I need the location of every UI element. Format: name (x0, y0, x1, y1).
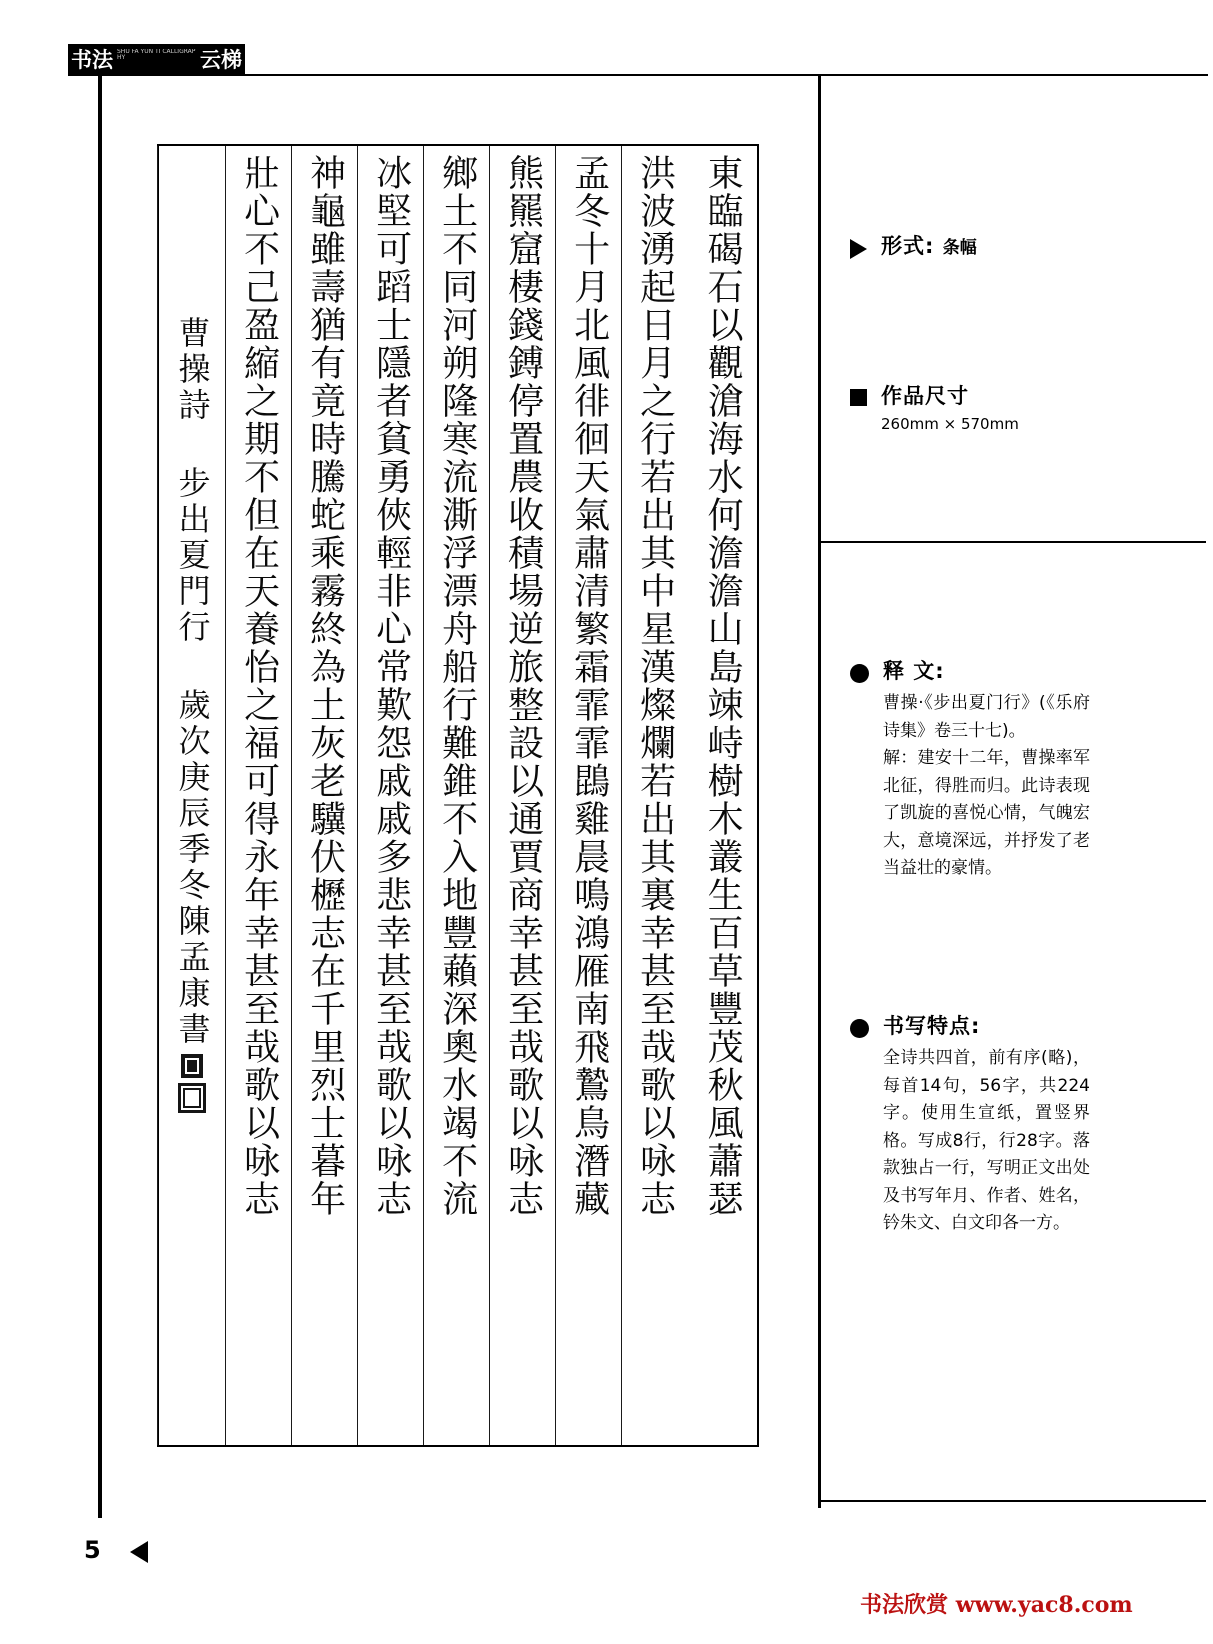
form-block (850, 234, 1180, 259)
form-label-text: 形式: (881, 234, 935, 258)
size-block (850, 384, 1180, 433)
features-heading (850, 1014, 1090, 1039)
artwork-column-text: 孟冬十月北風徘徊天氣肅清繁霜霏霏鵾雞晨鳴鴻雁南飛鷙鳥潛藏 (568, 154, 610, 1218)
features-label: 书写特点: (883, 1014, 981, 1038)
form-heading (850, 234, 1180, 259)
artwork-column-text: 神龜雖壽猶有竟時騰蛇乘霧終為土灰老驥伏櫪志在千里烈士暮年 (304, 154, 346, 1218)
artwork-column (423, 146, 489, 1445)
watermark-url: www.yac8.com (955, 1592, 1133, 1618)
interpretation-block (850, 659, 1090, 883)
header-micro-text: SHU FA YUN TI CALLIGRAPHY (117, 49, 196, 62)
seal-stamp-group (178, 1054, 206, 1113)
interpretation-explanation: 解：建安十二年，曹操率军北征，得胜而归。此诗表现了凯旋的喜悦心情，气魄宏大，意境深远，并抒发了老当益壮的豪情。 (883, 748, 1090, 879)
circle-bullet-icon (850, 664, 869, 683)
form-value-text: 条幅 (942, 238, 977, 258)
interpretation-heading (850, 659, 1090, 684)
left-margin-rule (98, 74, 102, 1518)
size-heading (850, 384, 1180, 409)
watermark (860, 1588, 1133, 1619)
artwork-column-text: 東臨碣石以觀滄海水何澹澹山島竦峙樹木叢生百草豐茂秋風蕭瑟 (702, 154, 744, 1218)
artwork-column-text: 冰堅可蹈士隱者貧勇俠輕非心常歎怨戚戚多悲幸甚至哉歌以咏志 (370, 154, 412, 1218)
interpretation-label: 释 文: (883, 659, 945, 683)
interpretation-source: 曹操·《步出夏门行》(《乐府诗集》卷三十七)。 (883, 693, 1090, 741)
artwork-column-text: 壯心不己盈縮之期不但在天養怡之福可得永年幸甚至哉歌以咏志 (238, 154, 280, 1218)
size-label: 作品尺寸 (881, 384, 969, 408)
artwork-column-text: 熊羆窟棲錢鎛停置農收積場逆旅整設以通賈商幸甚至哉歌以咏志 (502, 154, 544, 1218)
triangle-bullet-icon (850, 239, 867, 259)
seal-stamp-red-icon (181, 1054, 203, 1078)
artwork-column (291, 146, 357, 1445)
calligraphy-artwork-frame (157, 144, 759, 1447)
artwork-column (357, 146, 423, 1445)
artwork-column (621, 146, 687, 1445)
artwork-signature-text: 曹操詩 步出夏門行 歲次庚辰季冬陳孟康書 (173, 316, 212, 1048)
artwork-column-text: 鄉土不同河朔隆寒流澌浮漂舟船行難錐不入地豐藾深奧水竭不流 (436, 154, 478, 1218)
seal-stamp-white-icon (178, 1083, 206, 1113)
watermark-label: 书法欣赏 (860, 1593, 949, 1618)
header-title-left: 书法 (71, 47, 113, 72)
square-bullet-icon (850, 389, 867, 406)
sidebar-divider-top (818, 541, 1206, 543)
metadata-sidebar (818, 74, 1213, 1518)
features-body: 全诗共四首，前有序(略)，每首14句，56字，共224字。使用生宣纸，置竖界格。写成8行，行28字。落款独占一行，写明正文出处及书写年月、作者、姓名，钤朱文、白文印各一方。 (883, 1048, 1090, 1234)
page-number: 5 (84, 1536, 101, 1564)
artwork-column-text: 洪波湧起日月之行若出其中星漢燦爛若出其裏幸甚至哉歌以咏志 (634, 154, 676, 1218)
sidebar-divider-bottom (818, 1500, 1206, 1502)
artwork-column (555, 146, 621, 1445)
artwork-signature-column (157, 146, 225, 1445)
header-banner (68, 44, 245, 76)
sidebar-vertical-rule (818, 74, 821, 1508)
artwork-column (489, 146, 555, 1445)
header-title-right: 云梯 (200, 47, 242, 72)
left-triangle-icon (130, 1541, 148, 1563)
size-value: 260mm × 570mm (881, 415, 1019, 434)
circle-bullet-icon (850, 1019, 869, 1038)
artwork-column (687, 146, 757, 1445)
features-block (850, 1014, 1090, 1238)
form-label (881, 234, 977, 259)
artwork-column (225, 146, 291, 1445)
